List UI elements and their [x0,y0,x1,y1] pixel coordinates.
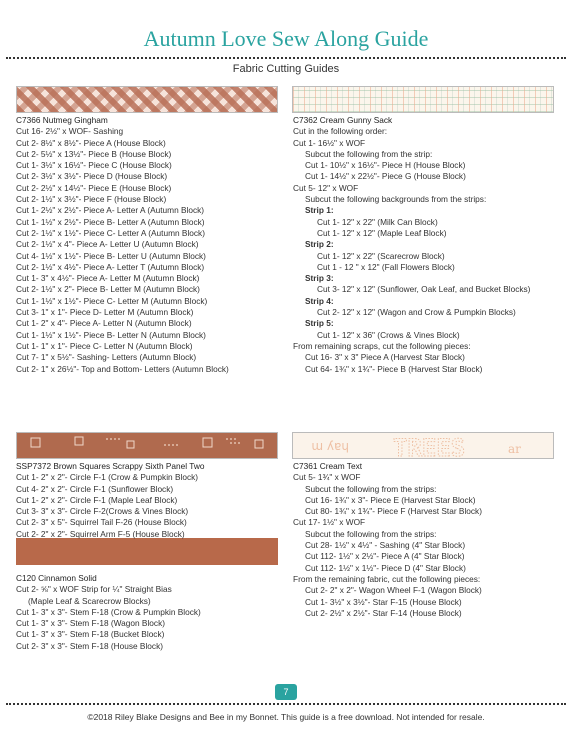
page-subtitle: Fabric Cutting Guides [232,63,340,75]
cut-line: Cut 2- 8½" x 8½"- Piece A (House Block) [16,137,166,148]
left-column-3 [16,573,201,652]
fabric-name: C7362 Cream Gunny Sack [293,115,393,125]
cut-line: Cut 1- 14½" x 22½"- Piece G (House Block) [305,171,466,182]
cut-line: Cut 3- 1" x 1"- Piece D- Letter M (Autumn Block) [16,307,194,318]
cut-line: Cut 1- 12" x 22" (Milk Can Block) [317,216,438,227]
cut-line: Cut 16- 3" x 3" Piece A (Harvest Star Block) [305,352,465,363]
cut-line: Cut 1- 2" x 2"- Circle F-1 (Crow & Pumpkin Block) [16,472,199,483]
fabric-name: C120 Cinnamon Solid [16,573,97,583]
cut-line: Subcut the following from the strip: [305,148,433,159]
right-column [293,115,530,375]
cut-line: Cut 2- 1½" x 3½"- Piece F (House Block) [16,194,167,205]
cut-line: Subcut the following from the strips: [305,483,437,494]
cut-list-brown-squares [16,472,204,540]
svg-text:TREES: TREES [393,434,466,460]
cut-line: Cut 5- 1¾" x WOF [293,472,361,483]
cut-line: Cut 2- 12" x 12" (Wagon and Crow & Pumpkin Blocks) [317,307,516,318]
cut-line: Cut 2- 1½" x 4"- Piece A- Letter U (Autumn Block) [16,239,199,250]
cut-line: Cut 1- 1½" x 2½"- Piece B- Letter A (Autumn Block) [16,216,205,227]
cut-line: Cut 2- 1½" x 1½"- Piece C- Letter A (Autumn Block) [16,227,205,238]
cut-line: Cut 1- 12" x 12" (Maple Leaf Block) [317,227,447,238]
cut-line: Cut 1- 3" x 4½"- Piece A- Letter M (Autumn Block) [16,273,200,284]
cut-line: From the remaining fabric, cut the following pieces: [293,573,481,584]
cut-line: Cut 2- ⅝" x WOF Strip for ¼" Straight Bias [16,584,172,595]
cut-line: Strip 4: [305,295,334,306]
cut-line: Cut 2- 3" x 5"- Squirrel Tail F-26 (House Block) [16,517,187,528]
cut-line: Cut 1- 3" x 3"- Stem F-18 (Bucket Block) [16,629,165,640]
cut-line: Subcut the following backgrounds from the strips: [305,194,487,205]
cut-line: Cut 16- 1¾" x 3"- Piece E (Harvest Star Block) [305,494,476,505]
page-title: Autumn Love Sew Along Guide [143,26,429,51]
cut-line: Cut 28- 1½" x 4½" - Sashing (4" Star Block) [305,540,466,551]
cut-line: Cut 5- 12" x WOF [293,182,359,193]
cut-line: (Maple Leaf & Scarecrow Blocks) [28,595,151,606]
cut-list-cinnamon-solid [16,584,201,652]
svg-text:ar: ar [508,442,521,456]
cut-line: Cut 1- 3½" x 16½"- Piece C (House Block) [16,160,172,171]
cut-line: Cut 1- 1½" x 1½"- Piece B- Letter N (Autumn Block) [16,329,206,340]
cut-line: Strip 1: [305,205,334,216]
cut-line: From remaining scraps, cut the following pieces: [293,340,471,351]
cut-line: Strip 2: [305,239,334,250]
cut-line: Cut 16- 2½" x WOF- Sashing [16,126,124,137]
fabric-name: SSP7372 Brown Squares Scrappy Sixth Panel Two [16,461,205,471]
cut-line: Cut 2- 2½" x 14½"- Piece E (House Block) [16,182,172,193]
cut-line: Cut 2- 5½" x 13½"- Piece B (House Block) [16,148,172,159]
cut-line: Cut 1- 1½" x 1½"- Piece C- Letter M (Autumn Block) [16,295,208,306]
cut-line: Cut 4- 2" x 2"- Circle F-1 (Sunflower Block) [16,483,174,494]
cut-line: Cut 7- 1" x 5½"- Sashing- Letters (Autumn Block) [16,352,197,363]
cut-line: Cut 2- 2" x 2"- Wagon Wheel F-1 (Wagon Block) [305,585,482,596]
cut-line: Cut 2- 1" x 26½"- Top and Bottom- Letters (Autumn Block) [16,363,229,374]
cut-list-cream-gunny-sack [293,126,530,375]
cut-line: Cut 4- 1½" x 1½"- Piece B- Letter U (Autumn Block) [16,250,206,261]
page-number-badge: 7 [275,684,297,700]
left-column [16,115,229,375]
swatch-cream-gunny-sack [292,86,554,113]
swatch-cinnamon-solid [16,538,278,565]
cut-line: Cut 112- 1½" x 2½"- Piece A (4" Star Block) [305,551,465,562]
cut-line: Cut 64- 1¾" x 1¾"- Piece B (Harvest Star Block) [305,363,483,374]
cut-line: Cut 2- 1½" x 2"- Piece B- Letter M (Autumn Block) [16,284,200,295]
cut-line: Strip 3: [305,273,334,284]
cut-line: Cut 1- 2½" x 2½"- Piece A- Letter A (Autumn Block) [16,205,205,216]
svg-text:hay m: hay m [311,440,349,454]
cut-line: Cut in the following order: [293,126,388,137]
cut-line: Subcut the following from the strips: [305,528,437,539]
cut-line: Cut 1- 16½" x WOF [293,137,366,148]
cut-line: Cut 1- 2" x 4"- Piece A- Letter N (Autumn Block) [16,318,192,329]
cut-line: Cut 1- 3" x 3"- Stem F-18 (Wagon Block) [16,618,165,629]
cut-line: Cut 17- 1½" x WOF [293,517,366,528]
fabric-name: C7366 Nutmeg Gingham [16,115,108,125]
cut-line: Cut 2- 2½" x 2½"- Star F-14 (House Block) [305,607,462,618]
cut-line: Cut 2- 2" x 2"- Squirrel Arm F-5 (House Block) [16,528,185,539]
cut-line: Cut 1- 2" x 2"- Circle F-1 (Maple Leaf Block) [16,494,178,505]
cut-line: Cut 2- 3½" x 3½"- Piece D (House Block) [16,171,168,182]
cut-line: Cut 2- 1½" x 4½"- Piece A- Letter T (Autumn Block) [16,261,205,272]
swatch-nutmeg-gingham [16,86,278,113]
cut-line: Cut 3- 12" x 12" (Sunflower, Oak Leaf, and Bucket Blocks) [317,284,531,295]
cut-line: Cut 2- 3" x 3"- Stem F-18 (House Block) [16,640,163,651]
swatch-cream-text [292,432,554,459]
bottom-dotted-rule [6,703,566,705]
left-column-2 [16,461,204,540]
cut-line: Cut 1- 3" x 3"- Stem F-18 (Crow & Pumpkin Block) [16,606,201,617]
cut-line: Strip 5: [305,318,334,329]
cut-line: Cut 1- 10½" x 16½"- Piece H (House Block) [305,160,466,171]
cut-line: Cut 1 - 12 " x 12" (Fall Flowers Block) [317,261,455,272]
copyright-footer: ©2018 Riley Blake Designs and Bee in my Bonnet. This guide is a free download. Not intended for resale. [87,712,485,722]
cut-line: Cut 1- 3½" x 3½"- Star F-15 (House Block) [305,596,462,607]
cut-line: Cut 80- 1¾" x 1¾"- Piece F (Harvest Star Block) [305,506,482,517]
cut-line: Cut 112- 1½" x 1½"- Piece D (4" Star Block) [305,562,466,573]
cut-line: Cut 1- 12" x 22" (Scarecrow Block) [317,250,445,261]
cut-line: Cut 3- 3" x 3"- Circle F-2(Crows & Vines Block) [16,506,189,517]
cut-list-nutmeg-gingham [16,126,229,375]
top-dotted-rule [6,57,566,59]
fabric-name: C7361 Cream Text [293,461,363,471]
cut-line: Cut 1- 1" x 1"- Piece C- Letter N (Autumn Block) [16,340,193,351]
cut-line: Cut 1- 12" x 36" (Crows & Vines Block) [317,329,460,340]
cut-list-cream-text [293,472,482,619]
swatch-brown-squares [16,432,278,459]
right-column-2 [293,461,482,619]
